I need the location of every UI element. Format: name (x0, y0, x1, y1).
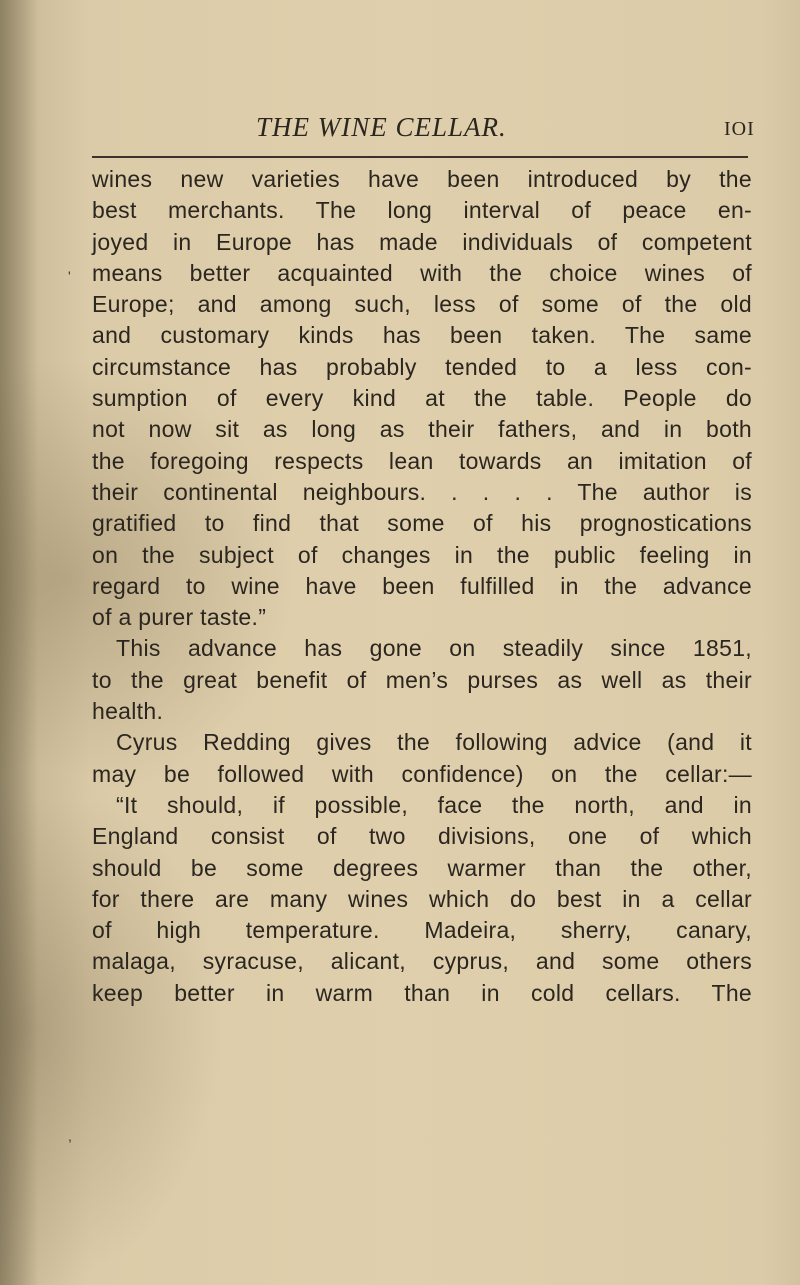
text-line: on the subject of changes in the public feeling in (92, 541, 752, 568)
text-line: of high temperature. Madeira, sherry, canary, (92, 917, 752, 944)
paper-speck: ' (68, 268, 71, 284)
text-line: means better acquainted with the choice wines of (92, 259, 752, 286)
text-line: health. (92, 698, 164, 725)
spine-shadow (0, 0, 38, 1285)
text-line: England consist of two divisions, one of which (92, 823, 752, 850)
text-line: for there are many wines which do best in a cellar (92, 885, 752, 912)
text-line: This advance has gone on steadily since 1851, (116, 635, 752, 662)
body-text (92, 164, 752, 1009)
running-head (0, 112, 800, 152)
text-line: to the great benefit of men’s purses as well as their (92, 666, 752, 693)
text-line: the foregoing respects lean towards an imitation of (92, 447, 752, 474)
text-line: not now sit as long as their fathers, and in both (92, 416, 752, 443)
page-number: IOI (724, 118, 755, 140)
text-line: best merchants. The long interval of peace en- (92, 197, 752, 224)
paper-speck: , (68, 1128, 72, 1144)
text-line: wines new varieties have been introduced by the (92, 166, 752, 192)
text-line: of a purer taste.” (92, 604, 267, 631)
running-head-title: THE WINE CELLAR. (256, 112, 507, 142)
text-line: their continental neighbours. . . . . The author is (92, 478, 752, 505)
text-line: keep better in warm than in cold cellars. The (92, 979, 752, 1006)
text-line: “It should, if possible, face the north, and in (116, 791, 752, 818)
text-line: malaga, syracuse, alicant, cyprus, and some others (92, 948, 752, 975)
text-line: regard to wine have been fulfilled in the advance (92, 572, 752, 599)
text-line: and customary kinds has been taken. The same (92, 322, 752, 349)
text-line: circumstance has probably tended to a less con- (92, 353, 752, 380)
text-line: gratified to find that some of his prognostications (92, 510, 752, 537)
text-line: should be some degrees warmer than the other, (92, 854, 752, 881)
text-line: sumption of every kind at the table. People do (92, 385, 752, 412)
header-rule (92, 156, 748, 158)
text-line: Europe; and among such, less of some of the old (92, 291, 752, 318)
text-line: joyed in Europe has made individuals of competent (92, 228, 752, 255)
text-line: may be followed with confidence) on the cellar:— (92, 760, 752, 787)
text-line: Cyrus Redding gives the following advice (and it (116, 729, 752, 756)
